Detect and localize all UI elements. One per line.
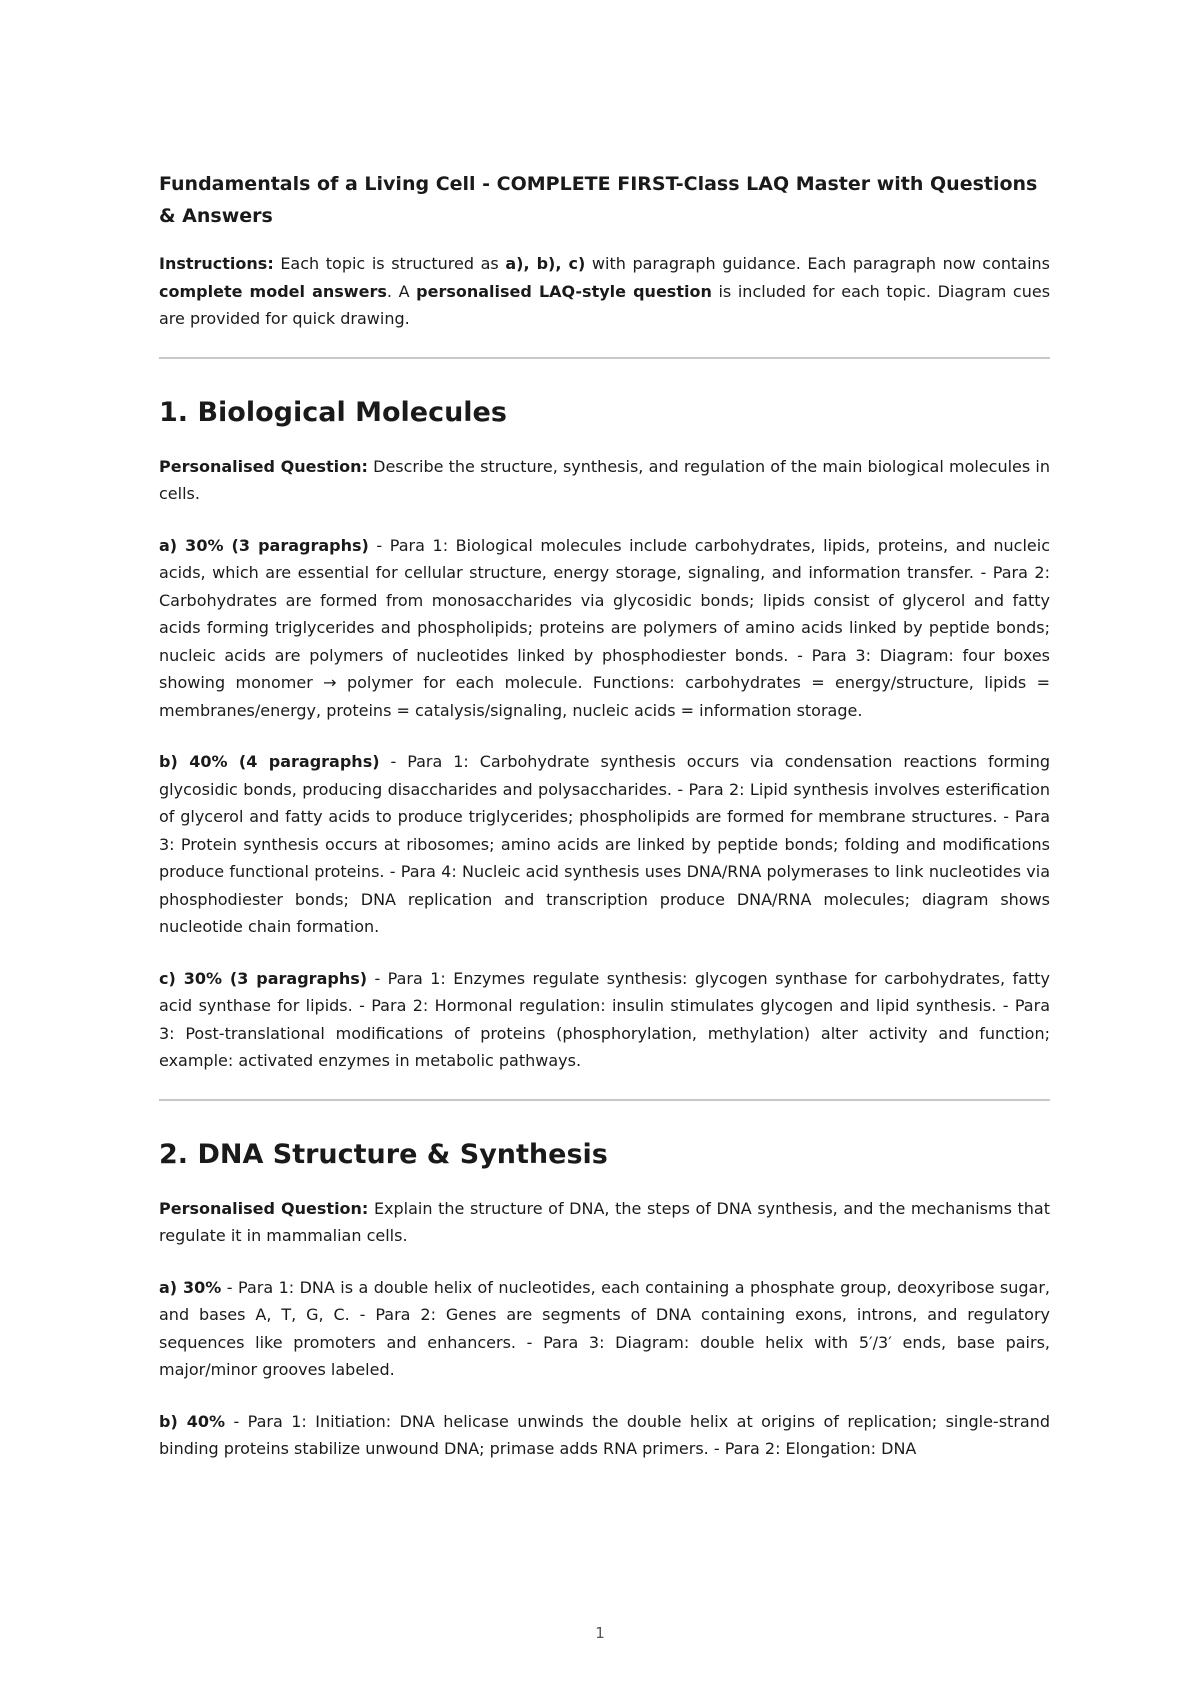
part-label: b) 40% bbox=[159, 1411, 225, 1431]
part-text: - Para 1: Biological molecules include carbohydrates, lipids, proteins, and nucleic acids, which are essential for cellular structure, energy storage, signaling, and information transfer. - Para 2: Carbohydrates are formed from monosaccharides via glycosidic bonds; lipids consist of glycerol and fatty acids forming triglycerides and phospholipids; proteins are polymers of amino acids linked by peptide bonds; nucleic acids are polymers of nucleotides linked by phosphodiester bonds. - Para 3: Diagram: four boxes showing monomer → polymer for each molecule. Functions: carbohydrates = energy/structure, lipids = membranes/energy, proteins = catalysis/signaling, nucleic acids = information storage. bbox=[159, 535, 1050, 720]
part-text: - Para 1: Carbohydrate synthesis occurs via condensation reactions forming glycosidic bonds, producing disaccharides and polysaccharides. - Para 2: Lipid synthesis involves esterification of glycerol and fatty acids to produce triglycerides; phospholipids are formed for membrane structures. - Para 3: Protein synthesis occurs at ribosomes; amino acids are linked by peptide bonds; folding and modifications produce functional proteins. - Para 4: Nucleic acid synthesis uses DNA/RNA polymerases to link nucleotides via phosphodiester bonds; DNA replication and transcription produce DNA/RNA molecules; diagram shows nucleotide chain formation. bbox=[159, 752, 1051, 936]
part-text: - Para 1: Enzymes regulate synthesis: glycogen synthase for carbohydrates, fatty acid synthase for lipids. - Para 2: Hormonal regulation: insulin stimulates glycogen and lipid synthesis. - Para 3: Post-translational modifications of proteins (phosphorylation, methylation) alter activity and function; example: activated enzymes in metabolic pathways. bbox=[159, 968, 1050, 1070]
answer-part-b bbox=[159, 1408, 1050, 1463]
section-heading: 1. Biological Molecules bbox=[159, 396, 507, 428]
part-text: - Para 1: Initiation: DNA helicase unwinds the double helix at origins of replication; single-strand binding proteins stabilize unwound DNA; primase adds RNA primers. - Para 2: Elongation: DNA bbox=[159, 1411, 1050, 1458]
answer-part-b bbox=[159, 748, 1050, 941]
instructions-text: is included for each topic. Diagram cues are provided for quick drawing. bbox=[159, 281, 1051, 328]
personalised-question bbox=[159, 1195, 1050, 1250]
page-number: 1 bbox=[595, 1624, 605, 1642]
instructions-text: Each topic is structured as bbox=[273, 254, 506, 273]
answer-part-c bbox=[159, 965, 1050, 1075]
answer-part-a bbox=[159, 532, 1050, 725]
instructions-text: with paragraph guidance. Each paragraph now contains bbox=[585, 254, 1051, 273]
part-label: a) 30% bbox=[159, 1277, 222, 1297]
instructions-emphasis: complete model answers bbox=[159, 281, 387, 301]
question-text: Describe the structure, synthesis, and regulation of the main biological molecules in cells. bbox=[159, 456, 1050, 503]
instructions-paragraph bbox=[159, 250, 1050, 333]
document-page bbox=[159, 168, 1050, 1487]
instructions-text: . A bbox=[386, 281, 417, 301]
personalised-question bbox=[159, 453, 1050, 508]
part-label: b) 40% (4 paragraphs) bbox=[159, 752, 380, 771]
document-title: Fundamentals of a Living Cell - COMPLETE FIRST-Class LAQ Master with Questions & Answers bbox=[159, 173, 1038, 227]
instructions-parts: a), b), c) bbox=[505, 254, 586, 273]
part-label: a) 30% (3 paragraphs) bbox=[159, 535, 369, 555]
instructions-emphasis: personalised LAQ-style question bbox=[416, 281, 712, 301]
answer-part-a bbox=[159, 1274, 1050, 1384]
section-divider bbox=[159, 1099, 1050, 1101]
question-text: Explain the structure of DNA, the steps of DNA synthesis, and the mechanisms that regulate it in mammalian cells. bbox=[159, 1198, 1051, 1245]
part-text: - Para 1: DNA is a double helix of nucleotides, each containing a phosphate group, deoxyribose sugar, and bases A, T, G, C. - Para 2: Genes are segments of DNA containing exons, introns, and regulatory sequences like promoters and enhancers. - Para 3: Diagram: double helix with 5′/3′ ends, base pairs, major/minor grooves labeled. bbox=[159, 1277, 1050, 1379]
instructions-label: Instructions: bbox=[159, 254, 274, 273]
question-label: Personalised Question: bbox=[159, 456, 368, 476]
section-divider bbox=[159, 357, 1050, 359]
section-heading: 2. DNA Structure & Synthesis bbox=[159, 1138, 608, 1170]
part-label: c) 30% (3 paragraphs) bbox=[159, 968, 368, 988]
question-label: Personalised Question: bbox=[159, 1198, 369, 1218]
